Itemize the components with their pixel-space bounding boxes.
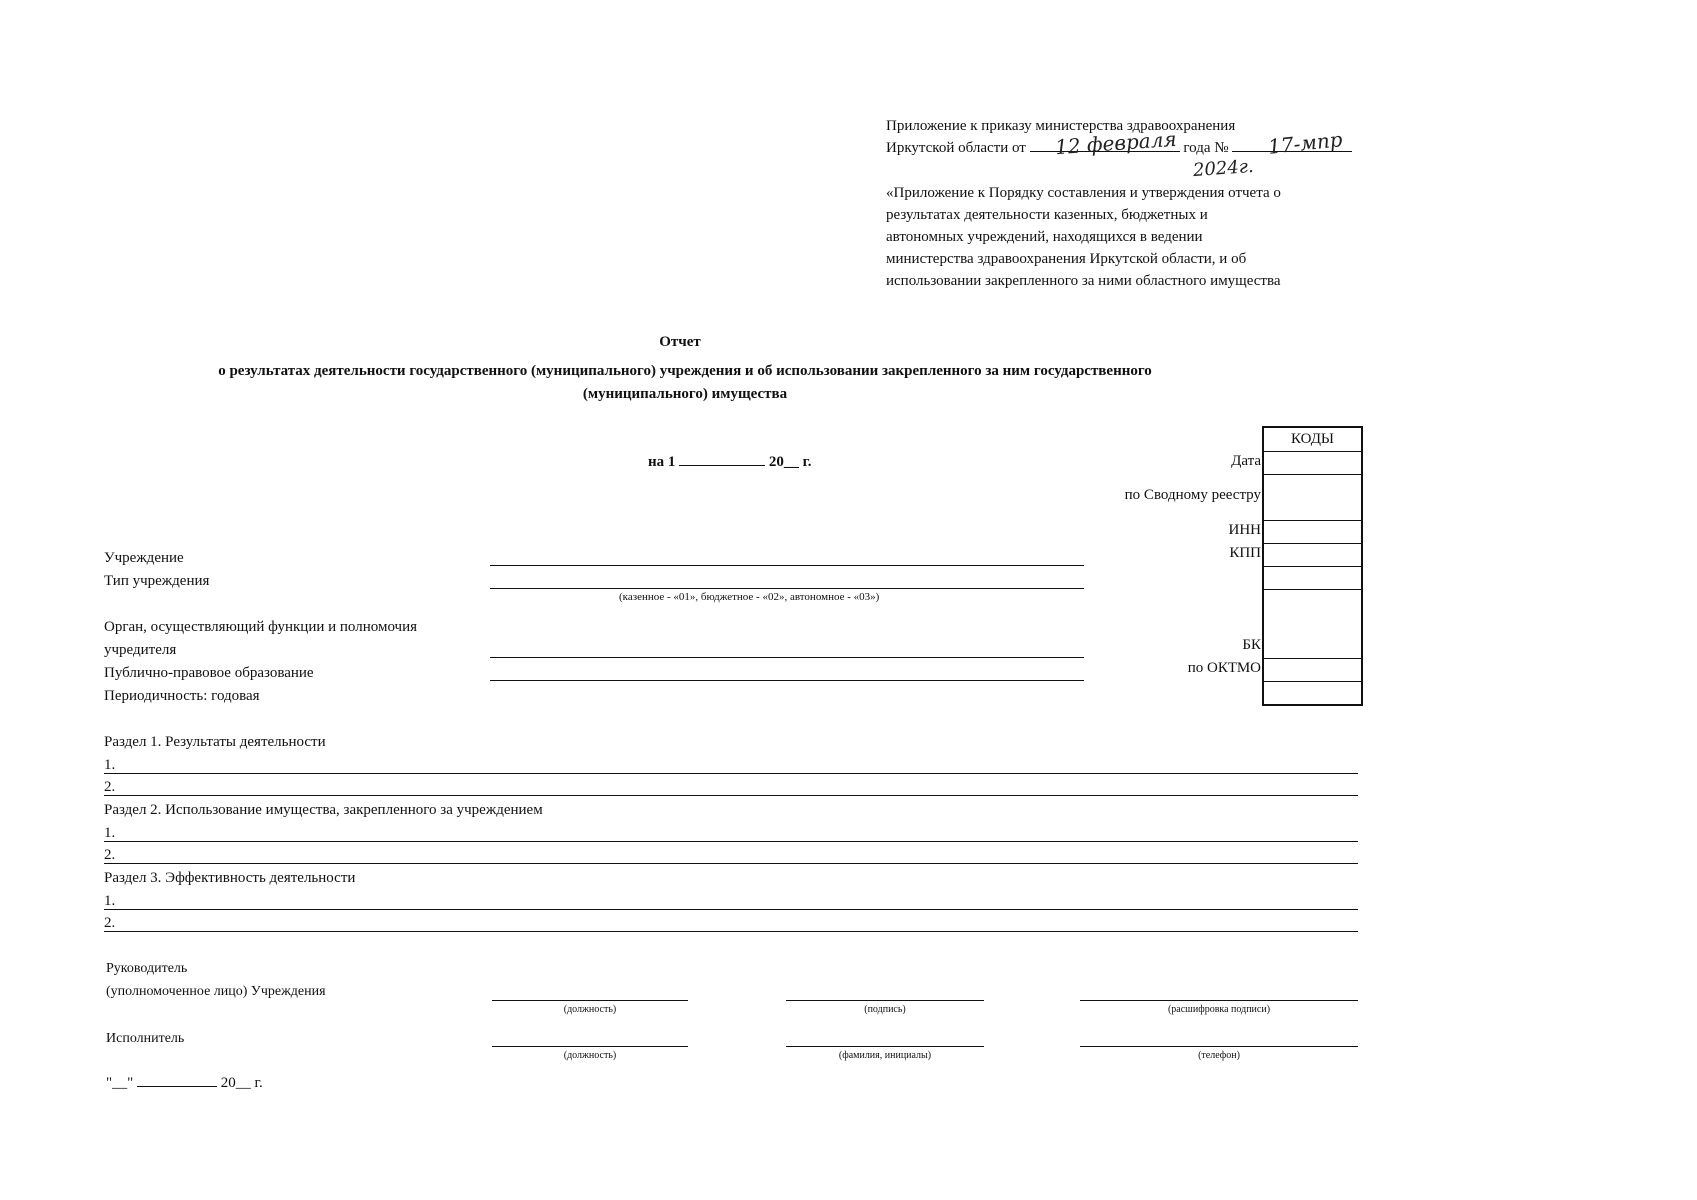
head-hint-signature: (подпись) (864, 1004, 906, 1015)
head-position-line (492, 1000, 688, 1001)
executor-hint-phone: (телефон) (1198, 1050, 1240, 1061)
signature-head-label-2: (уполномоченное лицо) Учреждения (106, 984, 326, 999)
header-line-2-mid: года № (1183, 140, 1229, 156)
field-label-periodicity: Периодичность: годовая (104, 688, 260, 704)
report-subtitle-line-1: о результатах деятельности государственного (муниципального) учреждения и об использовании закрепленного за ним государственного (218, 363, 1152, 379)
codes-row-divider (1264, 474, 1361, 475)
institution-line (490, 565, 1084, 566)
section-item-line (104, 909, 1358, 910)
signature-executor-label: Исполнитель (106, 1031, 185, 1046)
code-label-bk: БК (1242, 637, 1261, 653)
code-label-registry: по Сводному реестру (1124, 487, 1261, 503)
section-title: Раздел 3. Эффективность деятельности (104, 870, 356, 886)
appendix-line: министерства здравоохранения Иркутской области, и об (886, 251, 1247, 267)
appendix-block (886, 182, 1281, 292)
section-item: 1. (104, 825, 116, 841)
signature-date-blank (137, 1086, 217, 1087)
appendix-line: «Приложение к Порядку составления и утверждения отчета о (886, 185, 1281, 201)
section-item: 2. (104, 847, 116, 863)
codes-row-divider (1264, 566, 1361, 567)
section-title: Раздел 1. Результаты деятельности (104, 734, 326, 750)
section-item: 2. (104, 779, 116, 795)
field-label-founder-1: Орган, осуществляющий функции и полномочия (104, 619, 418, 635)
report-title: Отчет (659, 334, 701, 350)
handwritten-order-date: 12 февраля (1054, 126, 1178, 160)
field-label-public-entity: Публично-правовое образование (104, 665, 314, 681)
executor-phone-line (1080, 1046, 1358, 1047)
code-label-inn: ИНН (1228, 522, 1261, 538)
codes-row-divider (1264, 681, 1361, 682)
appendix-line: использовании закрепленного за ними областного имущества (886, 273, 1281, 289)
header-line-2-prefix: Иркутской области от (886, 140, 1026, 156)
handwritten-order-year: 2024г. (1192, 155, 1255, 182)
public-entity-line (490, 680, 1084, 681)
report-date-line (648, 453, 812, 471)
codes-row-divider (1264, 658, 1361, 659)
report-subtitle-line-2: (муниципального) имущества (582, 386, 788, 402)
executor-hint-position: (должность) (563, 1050, 617, 1061)
header-line-1: Приложение к приказу министерства здравоохранения (886, 118, 1236, 134)
executor-name-line (786, 1046, 984, 1047)
signature-head-label-1: Руководитель (106, 961, 188, 976)
codes-row-divider (1264, 589, 1361, 590)
head-hint-decoding: (расшифровка подписи) (1167, 1004, 1271, 1015)
signature-date-quote: "__" (106, 1075, 134, 1091)
codes-row-divider (1264, 543, 1361, 544)
signature-date-line (106, 1074, 263, 1092)
report-date-prefix: на 1 (648, 454, 676, 470)
field-label-institution: Учреждение (104, 550, 184, 566)
code-label-date: Дата (1231, 453, 1261, 469)
signature-date-year: 20__ г. (220, 1075, 263, 1091)
field-label-type: Тип учреждения (104, 573, 210, 589)
executor-hint-name: (фамилия, инициалы) (838, 1050, 932, 1061)
codes-row-divider (1264, 451, 1361, 452)
appendix-line: автономных учреждений, находящихся в ведении (886, 229, 1203, 245)
section-title: Раздел 2. Использование имущества, закрепленного за учреждением (104, 802, 543, 818)
section-item-line (104, 841, 1358, 842)
appendix-line: результатах деятельности казенных, бюджетных и (886, 207, 1208, 223)
handwritten-order-number: 17-мпр (1266, 127, 1344, 159)
type-hint: (казенное - «01», бюджетное - «02», автономное - «03») (619, 591, 880, 603)
report-date-blank (679, 465, 765, 466)
section-item: 2. (104, 915, 116, 931)
founder-line (490, 657, 1084, 658)
code-label-kpp: КПП (1229, 545, 1261, 561)
executor-position-line (492, 1046, 688, 1047)
codes-table (1262, 426, 1363, 706)
type-line (490, 588, 1084, 589)
head-hint-position: (должность) (563, 1004, 617, 1015)
code-label-oktmo: по ОКТМО (1187, 660, 1261, 676)
field-label-founder-2: учредителя (104, 642, 177, 658)
codes-row-divider (1264, 520, 1361, 521)
report-date-year: 20__ г. (768, 454, 812, 470)
section-item: 1. (104, 757, 116, 773)
section-item: 1. (104, 893, 116, 909)
section-item-line (104, 931, 1358, 932)
codes-header: КОДЫ (1290, 431, 1335, 447)
head-signature-line (786, 1000, 984, 1001)
section-item-line (104, 795, 1358, 796)
section-item-line (104, 773, 1358, 774)
section-item-line (104, 863, 1358, 864)
head-decoding-line (1080, 1000, 1358, 1001)
